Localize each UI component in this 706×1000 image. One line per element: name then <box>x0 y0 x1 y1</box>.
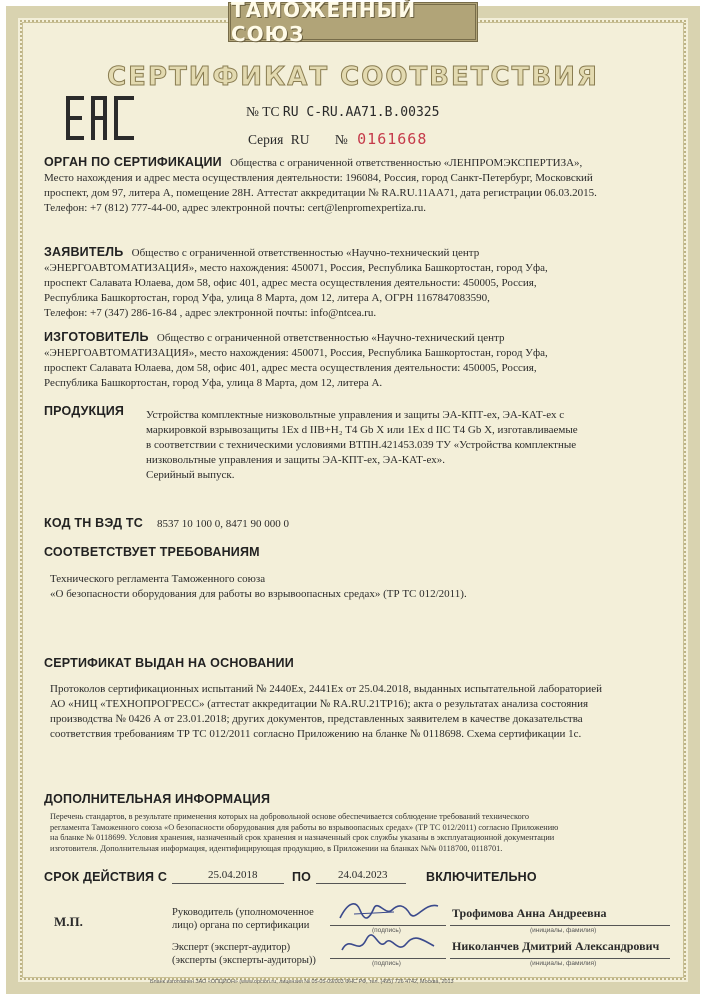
expert-name-caption: (инициалы, фамилия) <box>530 960 597 967</box>
basis-label: СЕРТИФИКАТ ВЫДАН НА ОСНОВАНИИ <box>44 656 294 670</box>
section-conforms <box>50 572 670 602</box>
head-signature-caption: (подпись) <box>372 927 401 934</box>
manufacturer-address-2: проспект Салавата Юлаева, дом 58, офис 401, адрес места осуществления деятельности: 450005, Россия, <box>44 362 537 374</box>
validity-to-label: ПО <box>292 870 312 884</box>
head-name-line <box>450 925 670 926</box>
head-label-line-2: лицо) органа по сертификации <box>172 920 310 931</box>
series-label: Серия <box>248 132 284 147</box>
series-row <box>248 130 427 148</box>
blank-no-label: № <box>334 132 348 147</box>
validity-from-underline <box>172 883 284 884</box>
expert-label-line-1: Эксперт (эксперт-аудитор) <box>172 942 291 953</box>
certification-body-contacts: Телефон: +7 (812) 777-44-00, адрес электронной почты: cert@lenpromexpertiza.ru. <box>44 202 426 214</box>
conforms-label: СООТВЕТСТВУЕТ ТРЕБОВАНИЯМ <box>44 545 260 559</box>
banner-text: ТАМОЖЕННЫЙ СОЮЗ <box>231 0 417 46</box>
section-manufacturer <box>44 330 670 391</box>
basis-line-1: Протоколов сертификационных испытаний № 2440Ех, 2441Ех от 25.04.2018, выданных испытательной лабораторией <box>50 683 603 695</box>
expert-name: Николанчев Дмитрий Александрович <box>452 939 660 953</box>
additional-info-label: ДОПОЛНИТЕЛЬНАЯ ИНФОРМАЦИЯ <box>44 792 271 806</box>
expert-name-line <box>450 958 670 959</box>
basis-line-3: производства № 0426 А от 23.01.2018; других документов, представленных заявителем в качестве доказательства <box>50 713 583 725</box>
expert-signature <box>334 930 446 960</box>
section-basis <box>50 682 676 742</box>
reg-number: RU C-RU.AA71.B.00325 <box>282 105 440 120</box>
validity-from-date: 25.04.2018 <box>208 869 258 881</box>
blank-number: 0161668 <box>357 130 428 148</box>
product-line-3: в соответствии с техническими условиями ВТПН.421453.039 ТУ «Устройства комплектные <box>146 439 577 451</box>
certificate-title: СЕРТИФИКАТ СООТВЕТСТВИЯ <box>107 62 599 92</box>
certification-body-label: ОРГАН ПО СЕРТИФИКАЦИИ <box>44 155 222 169</box>
manufacturer-name: Общество с ограниченной ответственностью «Научно-технический центр <box>156 332 505 344</box>
eac-logo <box>64 92 138 144</box>
section-certification-body <box>44 155 670 216</box>
customs-union-banner <box>228 0 478 46</box>
validity-from-label: СРОК ДЕЙСТВИЯ С <box>44 870 168 884</box>
product-line-1: Устройства комплектные низковольтные управления и защиты ЭА-КПТ-ех, ЭА-КАТ-ех с <box>146 409 565 421</box>
head-signature <box>334 896 446 926</box>
applicant-address-3: Республика Башкортостан, город Уфа, улица 8 Марта, дом 12, литера А, ОГРН 1167847083590, <box>44 292 490 304</box>
head-label-line-1: Руководитель (уполномоченное <box>172 907 314 918</box>
hs-code-label: КОД ТН ВЭД ТС <box>44 516 143 530</box>
reg-number-row <box>246 104 439 120</box>
certification-body-address-2: проспект, дом 97, литера А, помещение 28Н. Аттестат аккредитации № RA.RU.11АА71, дата регистрации 06.03.2015. <box>44 187 597 199</box>
validity-inclusive-label: ВКЛЮЧИТЕЛЬНО <box>426 870 537 884</box>
manufacturer-address-3: Республика Башкортостан, город Уфа, улица 8 Марта, дом 12, литера А. <box>44 377 383 389</box>
product-line-5: Серийный выпуск. <box>146 469 235 481</box>
head-name: Трофимова Анна Андреевна <box>452 906 607 920</box>
product-line-4: низковольтные управления и защиты ЭА-КПТ-ех, ЭА-КАТ-ех». <box>146 454 445 466</box>
head-signatory-label <box>172 906 314 932</box>
expert-signature-caption: (подпись) <box>372 960 401 967</box>
additional-line-1: Перечень стандартов, в результате применения которых на добровольной основе обеспечивается соблюдение требований технического <box>50 812 530 821</box>
additional-line-2: регламента Таможенного союза «О безопасности оборудования для работы во взрывоопасных средах» (ТР ТС 012/2011) согласно Приложению <box>50 822 559 832</box>
applicant-name: Общество с ограниченной ответственностью «Научно-технический центр <box>131 247 480 259</box>
regulation-line-1: Технического регламента Таможенного союза <box>50 573 266 585</box>
additional-line-4: изготовителя. Дополнительная информация, идентифицирующая продукцию, в Приложении на бланках №№ 0118700, 0118701. <box>50 843 503 853</box>
additional-line-3: на бланке № 0118699. Условия хранения, назначенный срок хранения и назначенный срок службы указаны в эксплуатационной документации <box>50 833 555 843</box>
manufacturer-address-1: «ЭНЕРГОАВТОМАТИЗАЦИЯ», место нахождения: 450071, Россия, Республика Башкортостан, город Уфа, <box>44 347 548 359</box>
expert-label-line-2: (эксперты (эксперты-аудиторы)) <box>172 955 316 966</box>
section-hs-code <box>44 514 289 532</box>
certification-body-address-1: Место нахождения и адрес места осуществления деятельности: 196084, Россия, город Санкт-Петербург, Московский <box>44 172 593 184</box>
product-label: ПРОДУКЦИЯ <box>44 404 125 418</box>
applicant-address-2: проспект Салавата Юлаева, дом 58, офис 401, адрес места осуществления деятельности: 450005, Россия, <box>44 277 537 289</box>
applicant-contacts: Телефон: +7 (347) 286-16-84 , адрес электронной почты: info@ntcea.ru. <box>44 307 377 319</box>
applicant-label: ЗАЯВИТЕЛЬ <box>44 245 124 259</box>
section-product <box>146 408 676 483</box>
hs-code-value: 8537 10 100 0, 8471 90 000 0 <box>156 518 289 530</box>
certification-body-name: Общества с ограниченной ответственностью «ЛЕНПРОМЭКСПЕРТИЗА», <box>230 157 583 169</box>
basis-line-2: АО «НИЦ «ТЕХНОПРОГРЕСС» (аттестат аккредитации № RA.RU.21ТР16); акта о результатах анализа состояния <box>50 698 589 710</box>
section-additional-info <box>50 812 676 854</box>
reg-prefix: № ТС <box>246 104 280 119</box>
regulation-line-2: «О безопасности оборудования для работы во взрывоопасных средах» (ТР ТС 012/2011). <box>50 588 467 600</box>
form-printer-footer: Бланк изготовлен ЗАО «ОПЦИОН» (www.opcion.ru, лицензия № 05-05-09/003 ФНС РФ, тел. (495) 726 4742, Москва, 2013 <box>150 979 454 985</box>
product-line-2: маркировкой взрывозащиты 1Ex d IIB+H₂ T4 Gb X или 1Ex d IIC T4 Gb X, изготавливаемые <box>146 424 578 436</box>
stamp-place-label: М.П. <box>54 914 83 929</box>
expert-signatory-label <box>172 941 316 967</box>
manufacturer-label: ИЗГОТОВИТЕЛЬ <box>44 330 149 344</box>
basis-line-4: соответствия требованиям ТР ТС 012/2011 согласно Приложению на бланке № 0118698. Схема сертификации 1с. <box>50 728 582 740</box>
series-value: RU <box>290 132 310 147</box>
applicant-address-1: «ЭНЕРГОАВТОМАТИЗАЦИЯ», место нахождения: 450071, Россия, Республика Башкортостан, город Уфа, <box>44 262 548 274</box>
validity-to-underline <box>316 883 406 884</box>
expert-signature-line <box>330 958 446 959</box>
section-applicant <box>44 245 670 321</box>
head-signature-line <box>330 925 446 926</box>
head-name-caption: (инициалы, фамилия) <box>530 927 597 934</box>
validity-to-date: 24.04.2023 <box>338 869 388 881</box>
